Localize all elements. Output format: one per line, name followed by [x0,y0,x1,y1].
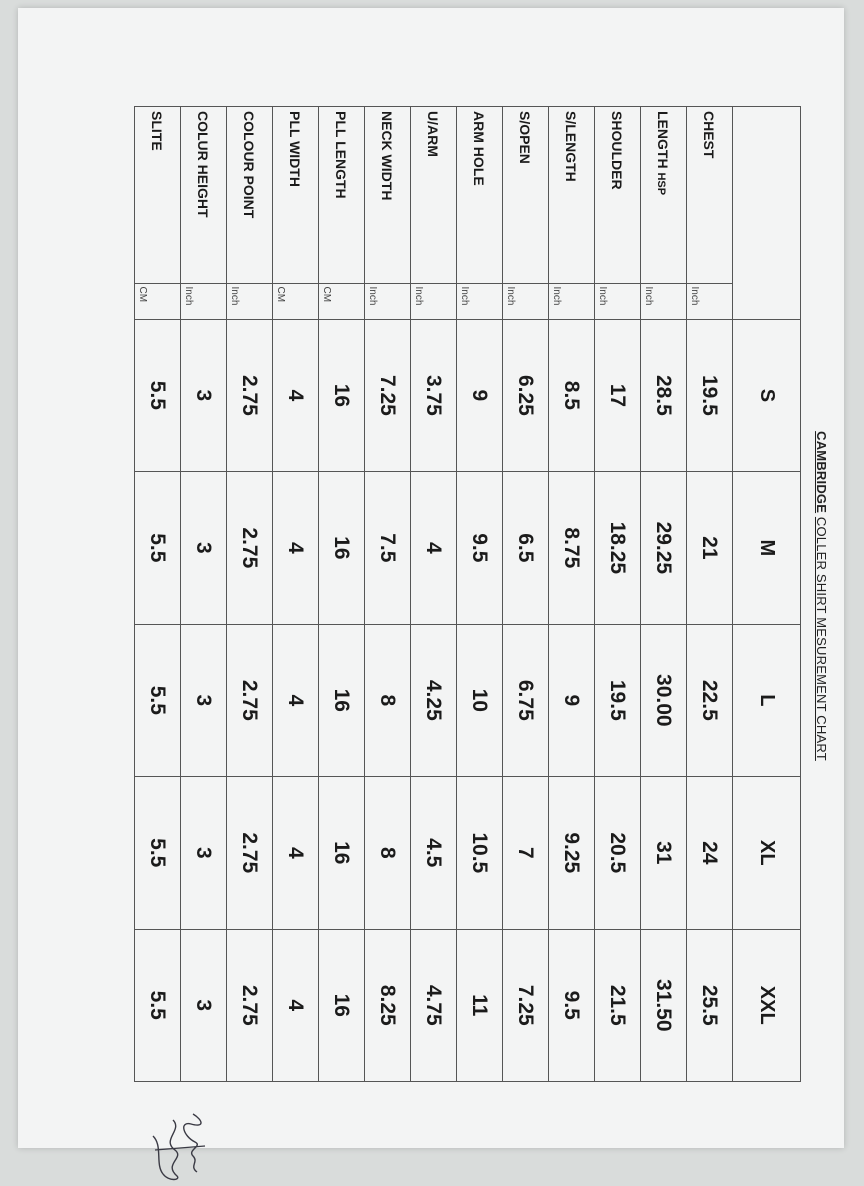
row-label-cell [135,107,181,284]
row-label: PLL WIDTH [287,111,304,187]
table-row [687,107,733,1082]
value-cell-l: 2.75 [227,624,273,776]
table-row [227,107,273,1082]
value-cell-xl: 3 [181,777,227,929]
size-header-m: M [733,472,801,624]
unit-cell: Inch [181,283,227,319]
row-label: SHOULDER [609,111,626,190]
value-cell-xl: 5.5 [135,777,181,929]
unit-cell: Inch [595,283,641,319]
unit-cell: Inch [641,283,687,319]
value-cell-xxl: 21.5 [595,929,641,1081]
row-label: PLL LENGTH [333,111,350,199]
value-cell-xxl: 31.50 [641,929,687,1081]
unit-cell: CM [135,283,181,319]
size-header-xl: XL [733,777,801,929]
table-row [595,107,641,1082]
value-cell-m: 8.75 [549,472,595,624]
value-cell-s: 3.75 [411,319,457,471]
value-cell-xl: 2.75 [227,777,273,929]
table-row [549,107,595,1082]
table-row [273,107,319,1082]
value-cell-xxl: 5.5 [135,929,181,1081]
unit-cell: CM [319,283,365,319]
row-label: S/OPEN [517,111,534,164]
row-label-cell [687,107,733,284]
value-cell-s: 17 [595,319,641,471]
value-cell-xl: 16 [319,777,365,929]
size-header-row [733,107,801,1082]
header-blank-cell [733,107,801,320]
row-label-cell [641,107,687,284]
value-cell-l: 5.5 [135,624,181,776]
brand-name: CAMBRIDGE [814,431,829,514]
paper-sheet [18,8,844,1148]
row-label: COLOUR POINT [241,111,258,219]
table-row [457,107,503,1082]
value-cell-xl: 10.5 [457,777,503,929]
value-cell-xl: 4.5 [411,777,457,929]
value-cell-m: 21 [687,472,733,624]
value-cell-xxl: 7.25 [503,929,549,1081]
size-header-xxl: XXL [733,929,801,1081]
value-cell-l: 3 [181,624,227,776]
unit-cell: Inch [411,283,457,319]
value-cell-xl: 8 [365,777,411,929]
value-cell-m: 2.75 [227,472,273,624]
value-cell-s: 4 [273,319,319,471]
value-cell-l: 6.75 [503,624,549,776]
value-cell-l: 16 [319,624,365,776]
value-cell-l: 4.25 [411,624,457,776]
unit-cell: CM [273,283,319,319]
table-row [503,107,549,1082]
row-label: LENGTH [655,111,672,169]
value-cell-m: 29.25 [641,472,687,624]
value-cell-m: 4 [273,472,319,624]
table-row [319,107,365,1082]
value-cell-xl: 7 [503,777,549,929]
value-cell-xxl: 16 [319,929,365,1081]
table-row [135,107,181,1082]
value-cell-l: 19.5 [595,624,641,776]
value-cell-m: 18.25 [595,472,641,624]
table-row [181,107,227,1082]
unit-cell: Inch [227,283,273,319]
size-header-s: S [733,319,801,471]
row-label-cell [503,107,549,284]
row-label: SLITE [149,111,166,151]
rotated-chart-layer [133,96,833,1096]
row-label-cell [549,107,595,284]
value-cell-l: 8 [365,624,411,776]
value-cell-m: 6.5 [503,472,549,624]
value-cell-s: 2.75 [227,319,273,471]
value-cell-l: 30.00 [641,624,687,776]
row-label: NECK WIDTH [379,111,396,201]
row-label-cell [595,107,641,284]
value-cell-l: 9 [549,624,595,776]
value-cell-s: 5.5 [135,319,181,471]
value-cell-s: 8.5 [549,319,595,471]
value-cell-xl: 9.25 [549,777,595,929]
unit-cell: Inch [457,283,503,319]
value-cell-s: 6.25 [503,319,549,471]
row-label: S/LENGTH [563,111,580,182]
unit-cell: Inch [549,283,595,319]
value-cell-s: 3 [181,319,227,471]
row-label-cell [273,107,319,284]
size-header-l: L [733,624,801,776]
row-label: COLUR HEIGHT [195,111,212,218]
row-label: ARM HOLE [471,111,488,186]
value-cell-l: 4 [273,624,319,776]
value-cell-xl: 4 [273,777,319,929]
value-cell-m: 5.5 [135,472,181,624]
value-cell-xxl: 8.25 [365,929,411,1081]
row-label-cell [365,107,411,284]
table-row [365,107,411,1082]
value-cell-l: 10 [457,624,503,776]
value-cell-xxl: 11 [457,929,503,1081]
table-row [411,107,457,1082]
value-cell-m: 16 [319,472,365,624]
unit-cell: Inch [365,283,411,319]
row-label-suffix: HSP [655,172,668,196]
row-label-cell [457,107,503,284]
value-cell-s: 19.5 [687,319,733,471]
value-cell-xl: 24 [687,777,733,929]
value-cell-xxl: 3 [181,929,227,1081]
value-cell-l: 22.5 [687,624,733,776]
value-cell-s: 9 [457,319,503,471]
table-row [641,107,687,1082]
value-cell-s: 7.25 [365,319,411,471]
value-cell-xxl: 9.5 [549,929,595,1081]
value-cell-xxl: 2.75 [227,929,273,1081]
value-cell-xl: 31 [641,777,687,929]
handwritten-signature [143,1106,213,1186]
unit-cell: Inch [503,283,549,319]
chart-subtitle: COLLER SHIRT MESUREMENT CHART [814,516,829,761]
row-label: CHEST [701,111,718,159]
value-cell-s: 16 [319,319,365,471]
row-label: U/ARM [425,111,442,157]
row-label-cell [227,107,273,284]
value-cell-m: 4 [411,472,457,624]
value-cell-m: 7.5 [365,472,411,624]
value-cell-m: 3 [181,472,227,624]
value-cell-xxl: 4 [273,929,319,1081]
measurement-table [134,106,801,1082]
value-cell-m: 9.5 [457,472,503,624]
unit-cell: Inch [687,283,733,319]
row-label-cell [411,107,457,284]
value-cell-xxl: 4.75 [411,929,457,1081]
value-cell-xl: 20.5 [595,777,641,929]
value-cell-s: 28.5 [641,319,687,471]
value-cell-xxl: 25.5 [687,929,733,1081]
row-label-cell [181,107,227,284]
row-label-cell [319,107,365,284]
chart-title [809,96,829,1096]
